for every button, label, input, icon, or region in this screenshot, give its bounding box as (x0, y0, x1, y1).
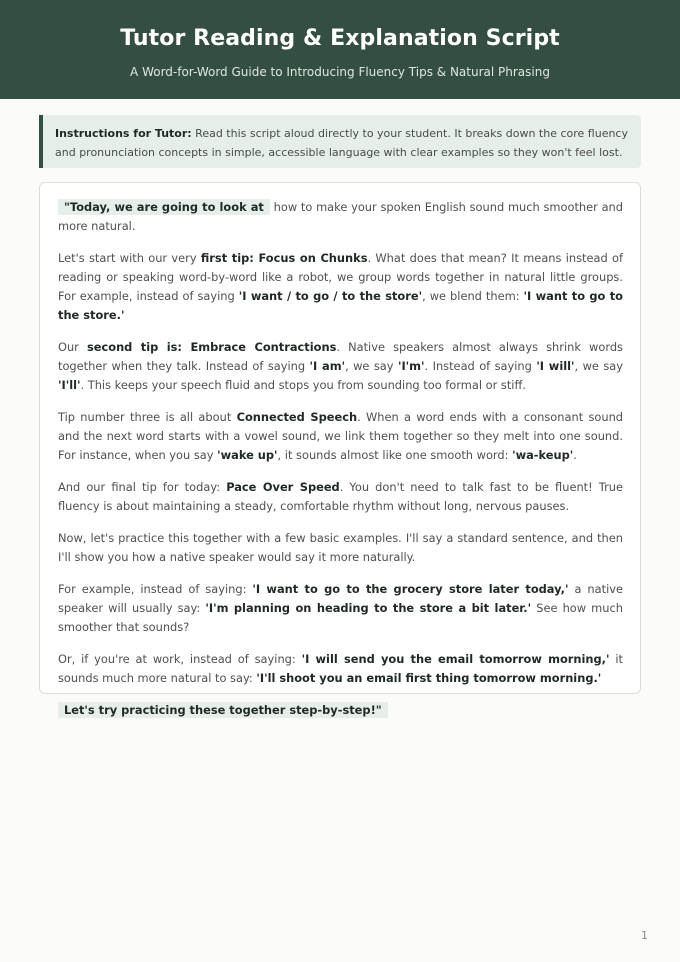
tip2-heading: second tip is: Embrace Contractions (86, 340, 337, 354)
intro-text: how to make your spoken English sound much smoother and more natural. (58, 200, 624, 233)
tip1-text-c: . What does that mean? It means instead of reading or speaking word-by-word like a robot, we group words together in natural little groups. For example, instead of saying (58, 251, 624, 303)
tip2-paragraph (58, 338, 623, 395)
example2-standard: 'I will send you the email tomorrow morning,' (301, 652, 610, 666)
tip1-example-before: 'I want / to go / to the store' (238, 289, 423, 303)
practice-paragraph: Now, let's practice this together with a few basic examples. I'll say a standard sentence, and then I'll show you how a native speaker would say it more naturally. (58, 531, 623, 564)
example1-text-a: For example, instead of saying: (58, 582, 253, 596)
example1-text-c: a native speaker will usually say: (58, 582, 624, 615)
closing-highlight: Let's try practicing these together step-by-step!" (58, 702, 388, 718)
example1-natural: 'I'm planning on heading to the store a bit later.' (205, 601, 532, 615)
tip2-text-c: . Native speakers almost always shrink words together when they talk. Instead of saying (58, 340, 623, 373)
example1-standard: 'I want to go to the grocery store later today,' (252, 582, 569, 596)
tip2-text-i: , we say (574, 359, 624, 373)
tip2-example-1: 'I am' (309, 359, 346, 373)
tip4-paragraph (58, 478, 623, 516)
intro-highlight: "Today, we are going to look at (58, 199, 270, 215)
tip4-text-a: And our final tip for today: (58, 480, 227, 494)
tip3-text-g: . (573, 448, 577, 462)
tip1-paragraph (58, 249, 623, 325)
tip2-text-k: . This keeps your speech fluid and stops you from sounding too formal or stiff. (80, 378, 526, 392)
tutor-instructions-callout (39, 115, 641, 168)
tip1-text-e: , we blend them: (422, 289, 524, 303)
tip1-heading: first tip: Focus on Chunks (200, 251, 368, 265)
tip2-example-4: 'I'll' (58, 378, 81, 392)
closing-paragraph (58, 701, 623, 720)
tip2-text-a: Our (58, 340, 87, 354)
example2-text-a: Or, if you're at work, instead of saying: (58, 652, 302, 666)
tip3-example-2: 'wa-keup' (512, 448, 574, 462)
tip3-example-1: 'wake up' (217, 448, 278, 462)
tip2-example-2: 'I'm' (397, 359, 425, 373)
tip2-text-e: , we say (345, 359, 398, 373)
example1-paragraph (58, 580, 623, 637)
tip4-heading: Pace Over Speed (226, 480, 340, 494)
example2-paragraph (58, 650, 623, 688)
tip4-text-c: . You don't need to talk fast to be fluent! True fluency is about maintaining a steady, comfortable rhythm without long, nervous pauses. (58, 480, 623, 513)
script-intro-paragraph (58, 198, 623, 236)
page-header (0, 0, 680, 99)
script-card (39, 182, 641, 717)
example2-natural: 'I'll shoot you an email first thing tomorrow morning.' (256, 671, 602, 685)
page-number: 1 (641, 929, 648, 942)
tip3-text-e: , it sounds almost like one smooth word: (277, 448, 513, 462)
page-title: Tutor Reading & Explanation Script (120, 26, 560, 51)
example1-text-e: See how much smoother that sounds? (58, 601, 623, 634)
tip1-text-a: Let's start with our very (58, 251, 201, 265)
example2-text-c: it sounds much more natural to say: (58, 652, 623, 685)
instructions-label: Instructions for Tutor: (55, 127, 192, 140)
tip1-example-after: 'I want to go to the store.' (58, 289, 623, 322)
instructions-text: Read this script aloud directly to your student. It breaks down the core fluency and pronunciation concepts in simple, accessible language with clear examples so they won't feel lost. (55, 127, 628, 159)
tip3-paragraph (58, 408, 623, 465)
tip3-text-a: Tip number three is all about (58, 410, 237, 424)
tip2-text-g: . Instead of saying (424, 359, 537, 373)
page-subtitle: A Word-for-Word Guide to Introducing Fluency Tips & Natural Phrasing (130, 65, 550, 79)
tip3-heading: Connected Speech (236, 410, 358, 424)
tip3-text-c: . When a word ends with a consonant sound and the next word starts with a vowel sound, we link them together so they melt into one sound. For instance, when you say (58, 410, 624, 462)
tip2-example-3: 'I will' (536, 359, 575, 373)
